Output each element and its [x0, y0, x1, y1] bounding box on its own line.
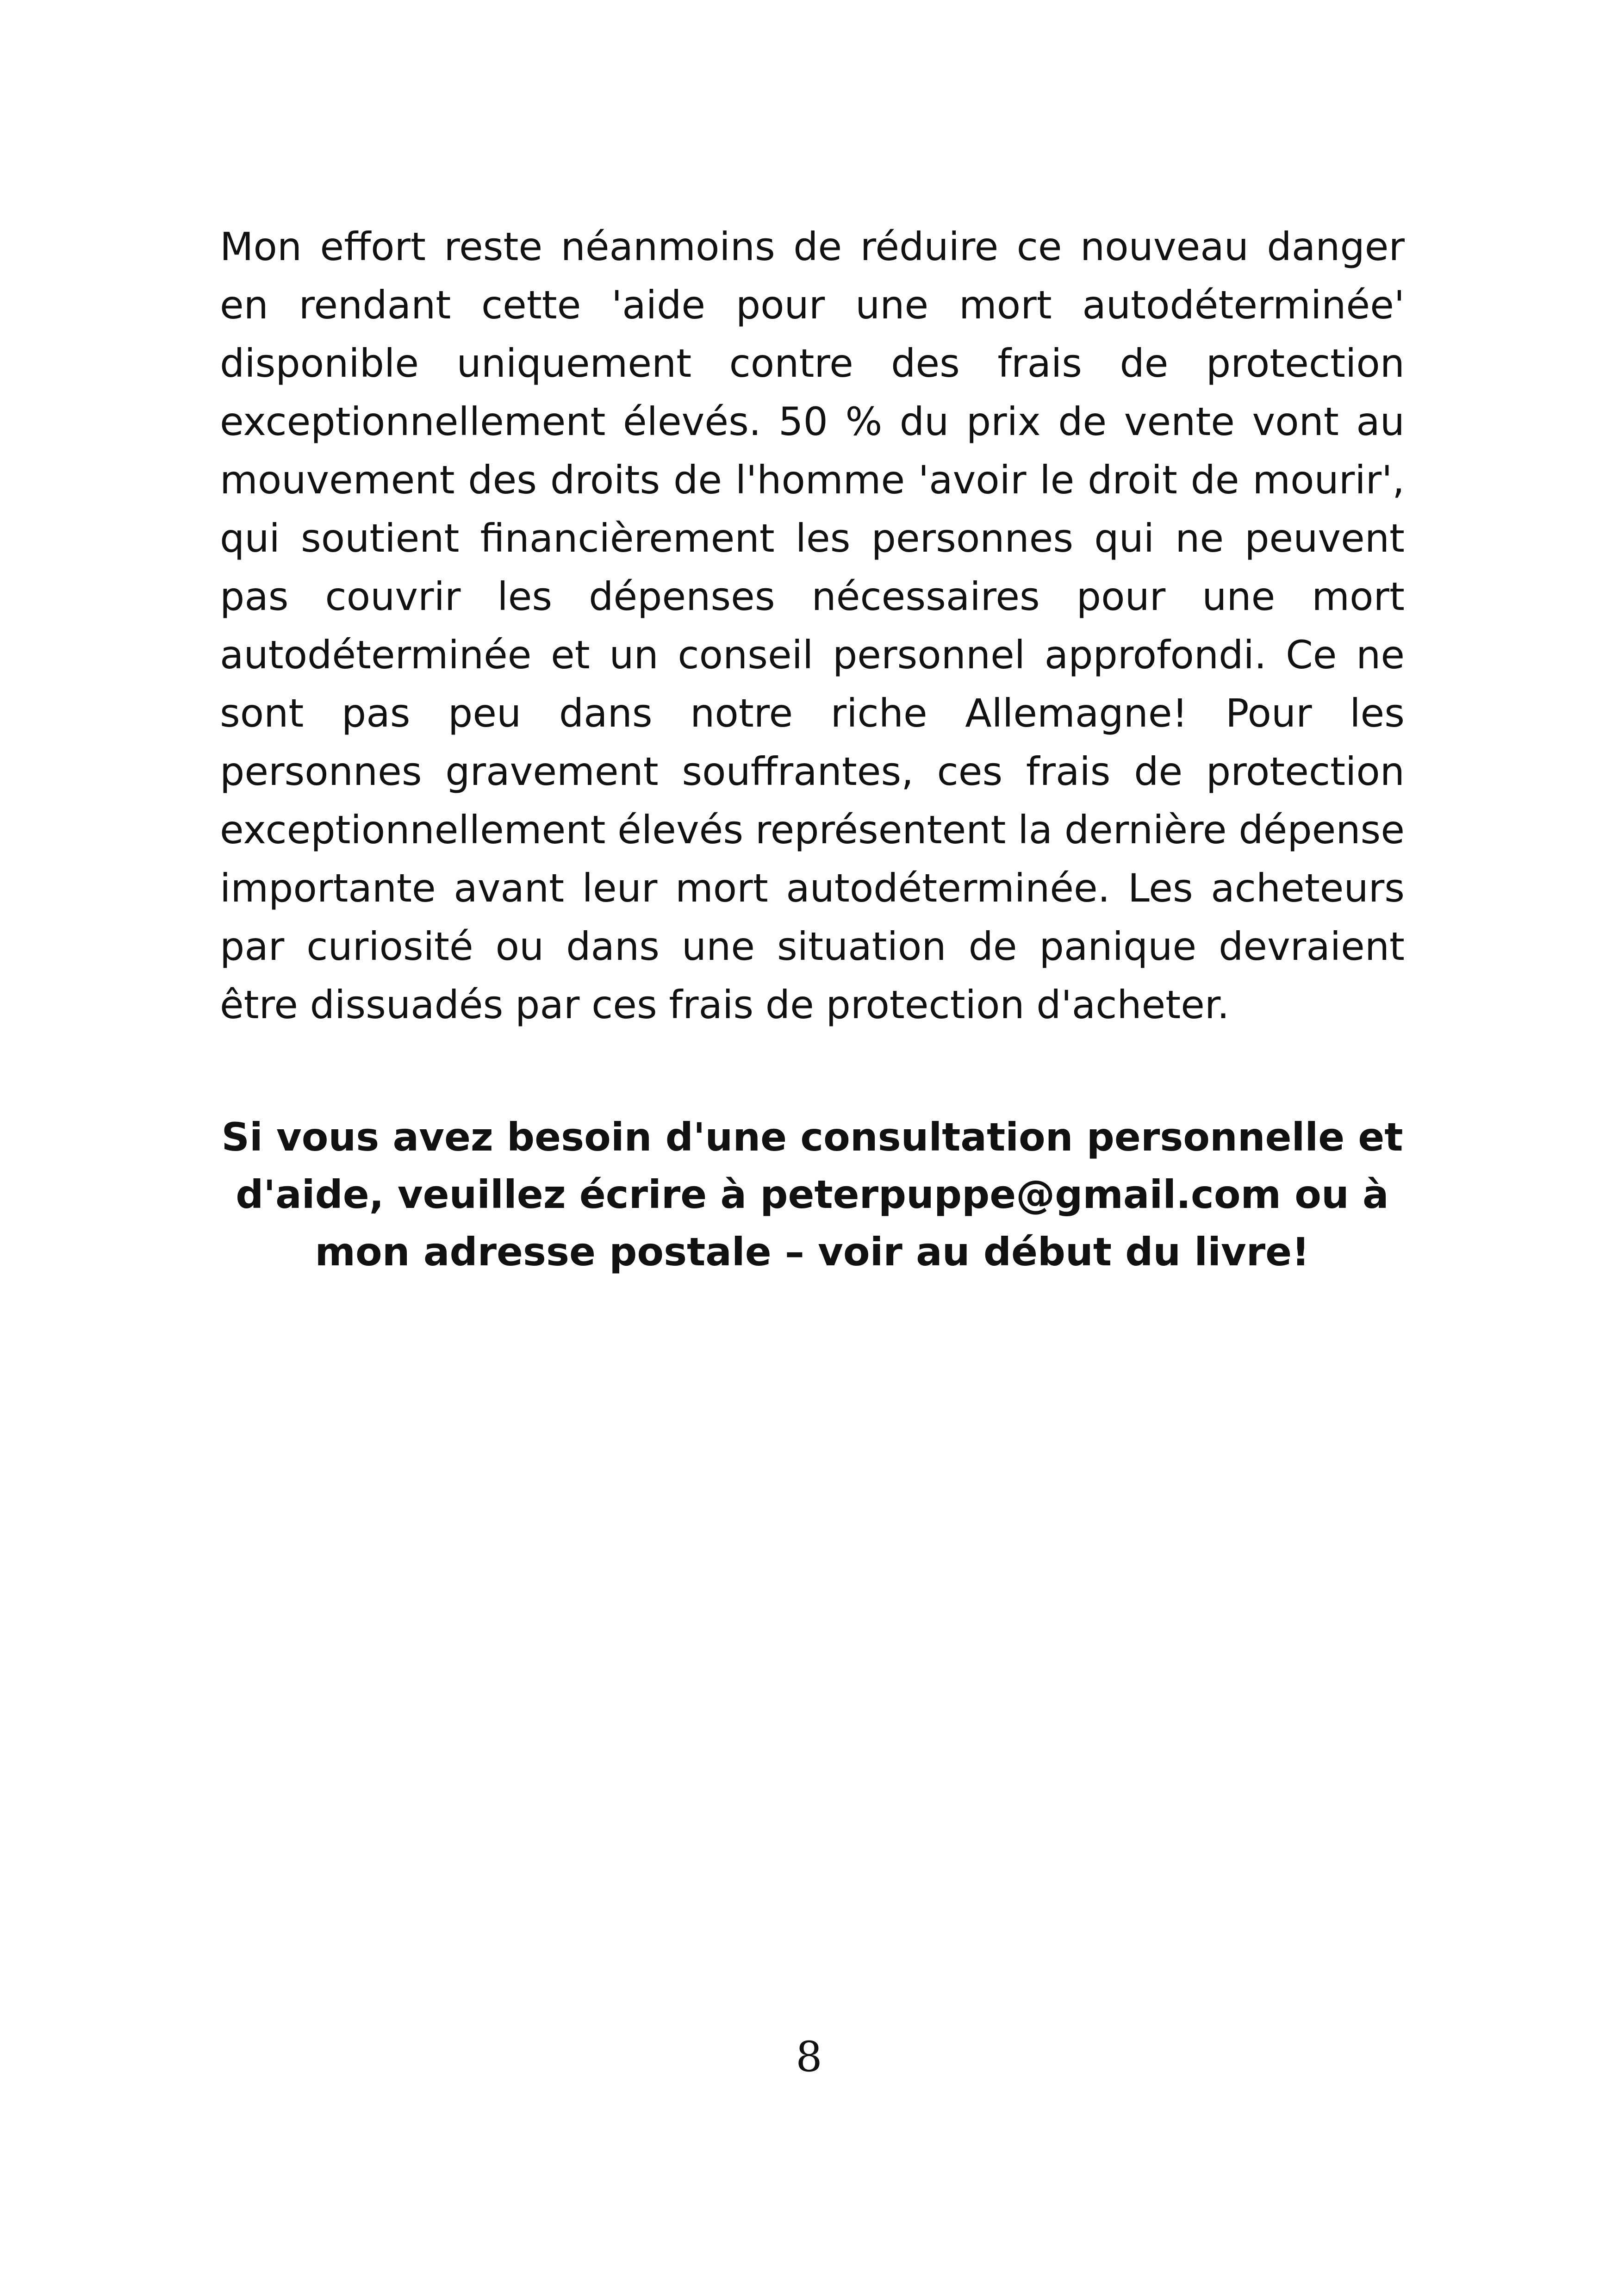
contact-notice-line-3: mon adresse postale – voir au début du livre! [315, 1229, 1310, 1275]
body-paragraph: Mon effort reste néanmoins de réduire ce nouveau danger en rendant cette 'aide pour une mort autodéterminée' disponible uniquement contre des frais de protection exceptionnellement élevés. 50 % du prix de vente vont au mouvement des droits de l'homme 'avoir le droit de mourir', qui soutient financièrement les personnes qui ne peuvent pas couvrir les dépenses nécessaires pour une mort autodéterminée et un conseil personnel approfondi. Ce ne sont pas peu dans notre riche Allemagne! Pour les personnes gravement souffrantes, ces frais de protection exceptionnellement élevés représentent la dernière dépense importante avant leur mort autodéterminée. Les acheteurs par curiosité ou dans une situation de panique devraient être dissuadés par ces frais de protection d'acheter. [220, 224, 1405, 1027]
contact-notice-line-2: d'aide, veuillez écrire à peterpuppe@gmail.com ou à [236, 1172, 1389, 1217]
contact-notice [220, 1108, 1405, 1281]
page-number: 8 [796, 2033, 822, 2081]
contact-notice-line-1: Si vous avez besoin d'une consultation personnelle et [221, 1114, 1403, 1160]
